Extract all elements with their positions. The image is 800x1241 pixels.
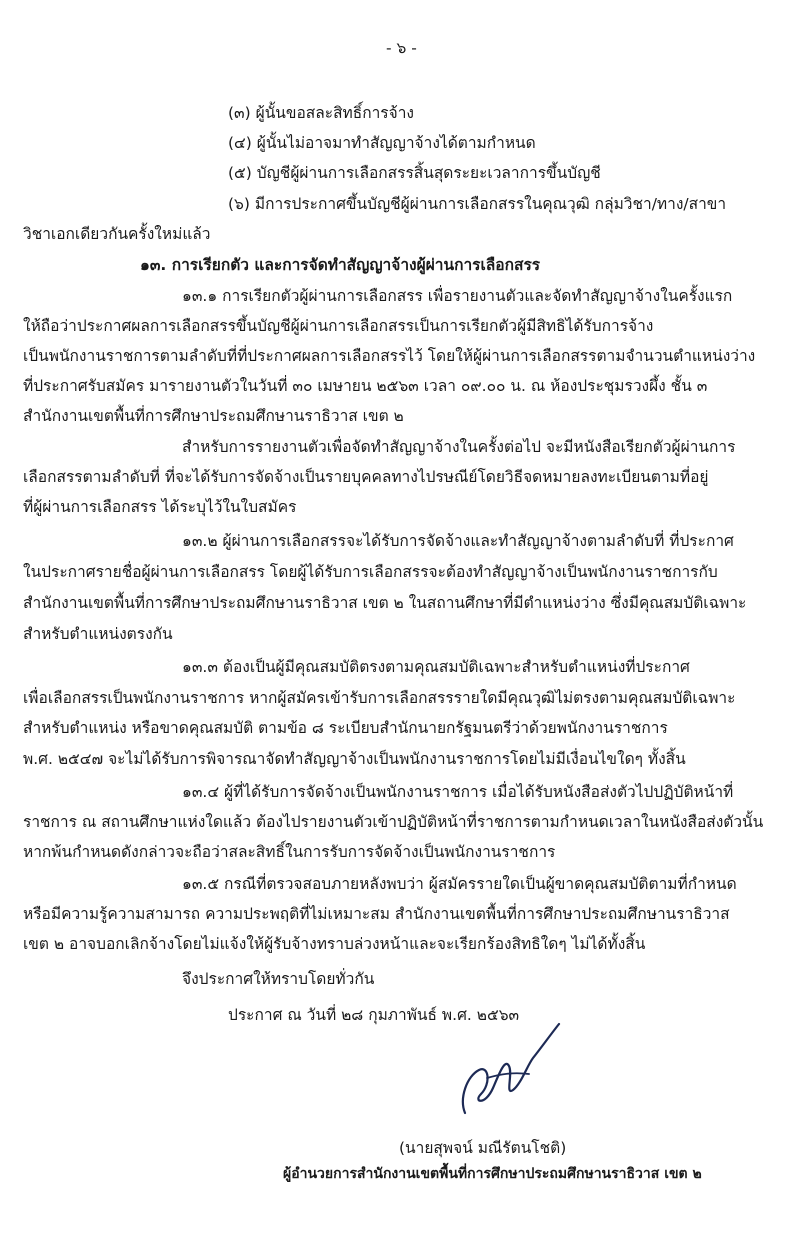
body-line-12: สำหรับการรายงานตัวเพื่อจัดทำสัญญาจ้างในครั้งต่อไป จะมีหนังสือเรียกตัวผู้ผ่านการ — [182, 438, 736, 456]
body-line-3: (๕) บัญชีผู้ผ่านการเลือกสรรสิ้นสุดระยะเวลาการขึ้นบัญชี — [228, 164, 601, 182]
body-line-10: ที่ประกาศรับสมัคร มารายงานตัวในวันที่ ๓๐ เมษายน ๒๕๖๓ เวลา ๐๙.๐๐ น. ณ ห้องประชุมรวงผึ้ง ชั้น ๓ — [23, 377, 708, 395]
body-line-8: ให้ถือว่าประกาศผลการเลือกสรรขึ้นบัญชีผู้ผ่านการเลือกสรรเป็นการเรียกตัวผู้มีสิทธิได้รับการจ้าง — [23, 317, 654, 335]
body-line-13: เลือกสรรตามลำดับที่ ที่จะได้รับการจัดจ้างเป็นรายบุคคลทางไปรษณีย์โดยวิธีจดหมายลงทะเบียนตามที่อยู่ — [23, 468, 709, 486]
body-line-23: ๑๓.๔ ผู้ที่ได้รับการจัดจ้างเป็นพนักงานราชการ เมื่อได้รับหนังสือส่งตัวไปปฏิบัติหน้าที่ — [182, 783, 734, 801]
body-line-9: เป็นพนักงานราชการตามลำดับที่ที่ประกาศผลการเลือกสรรไว้ โดยให้ผู้ผ่านการเลือกสรรตามจำนวนตำแหน่งว่าง — [23, 347, 756, 365]
body-line-14: ที่ผู้ผ่านการเลือกสรร ได้ระบุไว้ในใบสมัคร — [23, 498, 297, 516]
body-line-22: พ.ศ. ๒๕๔๗ จะไม่ได้รับการพิจารณาจัดทำสัญญาจ้างเป็นพนักงานราชการโดยไม่มีเงื่อนไขใดๆ ทั้งสิ้น — [23, 750, 686, 768]
body-line-26: ๑๓.๕ กรณีที่ตรวจสอบภายหลังพบว่า ผู้สมัครรายใดเป็นผู้ขาดคุณสมบัติตามที่กำหนด — [182, 875, 737, 893]
body-line-19: ๑๓.๓ ต้องเป็นผู้มีคุณสมบัติตรงตามคุณสมบัติเฉพาะสำหรับตำแหน่งที่ประกาศ — [182, 658, 690, 676]
body-line-27: หรือมีความรู้ความสามารถ ความประพฤติที่ไม่เหมาะสม สำนักงานเขตพื้นที่การศึกษาประถมศึกษานราธิวาส — [23, 905, 730, 923]
section-heading: ๑๓. การเรียกตัว และการจัดทำสัญญาจ้างผู้ผ่านการเลือกสรร — [140, 256, 541, 274]
announcement-date: ประกาศ ณ วันที่ ๒๘ กุมภาพันธ์ พ.ศ. ๒๕๖๓ — [228, 1006, 520, 1024]
closing-line: จึงประกาศให้ทราบโดยทั่วกัน — [182, 970, 375, 988]
body-line-25: หากพ้นกำหนดดังกล่าวจะถือว่าสละสิทธิ์ในการรับการจัดจ้างเป็นพนักงานราชการ — [23, 843, 556, 861]
body-line-28: เขต ๒ อาจบอกเลิกจ้างโดยไม่แจ้งให้ผู้รับจ้างทราบล่วงหน้าและจะเรียกร้องสิทธิใดๆ ไม่ได้ทั้งสิ้น — [23, 935, 646, 953]
body-line-18: สำหรับตำแหน่งตรงกัน — [23, 625, 173, 643]
body-line-5: วิชาเอกเดียวกันครั้งใหม่แล้ว — [23, 225, 211, 243]
body-line-2: (๔) ผู้นั้นไม่อาจมาทำสัญญาจ้างได้ตามกำหนด — [228, 134, 536, 152]
page-number: - ๖ - — [386, 39, 417, 57]
body-line-20: เพื่อเลือกสรรเป็นพนักงานราชการ หากผู้สมัครเข้ารับการเลือกสรรรายใดมีคุณวุฒิไม่ตรงตามคุณสมบัติเฉพาะ — [23, 689, 736, 707]
handwritten-signature — [447, 1018, 567, 1128]
signatory-title: ผู้อำนวยการสำนักงานเขตพื้นที่การศึกษาประถมศึกษานราธิวาส เขต ๒ — [283, 1166, 702, 1182]
body-line-21: สำหรับตำแหน่ง หรือขาดคุณสมบัติ ตามข้อ ๘ ระเบียบสำนักนายกรัฐมนตรีว่าด้วยพนักงานราชการ — [23, 719, 668, 737]
body-line-24: ราชการ ณ สถานศึกษาแห่งใดแล้ว ต้องไปรายงานตัวเข้าปฏิบัติหน้าที่ราชการตามกำหนดเวลาในหนังสือส่งตัวนั้น — [23, 813, 764, 831]
body-line-7: ๑๓.๑ การเรียกตัวผู้ผ่านการเลือกสรร เพื่อรายงานตัวและจัดทำสัญญาจ้างในครั้งแรก — [182, 287, 733, 305]
body-line-11: สำนักงานเขตพื้นที่การศึกษาประถมศึกษานราธิวาส เขต ๒ — [23, 407, 404, 425]
body-line-17: สำนักงานเขตพื้นที่การศึกษาประถมศึกษานราธิวาส เขต ๒ ในสถานศึกษาที่มีตำแหน่งว่าง ซึ่งมีคุณสมบัติเฉพาะ — [23, 594, 747, 612]
body-line-1: (๓) ผู้นั้นขอสละสิทธิ์การจ้าง — [228, 104, 414, 122]
body-line-4: (๖) มีการประกาศขึ้นบัญชีผู้ผ่านการเลือกสรรในคุณวุฒิ กลุ่มวิชา/ทาง/สาขา — [228, 195, 727, 213]
body-line-16: ในประกาศรายชื่อผู้ผ่านการเลือกสรร โดยผู้ได้รับการเลือกสรรจะต้องทำสัญญาจ้างเป็นพนักงานราชการกับ — [23, 563, 718, 581]
body-line-15: ๑๓.๒ ผู้ผ่านการเลือกสรรจะได้รับการจัดจ้างและทำสัญญาจ้างตามลำดับที่ ที่ประกาศ — [182, 532, 734, 550]
signatory-name: (นายสุพจน์ มณีรัตนโชติ) — [399, 1139, 567, 1157]
